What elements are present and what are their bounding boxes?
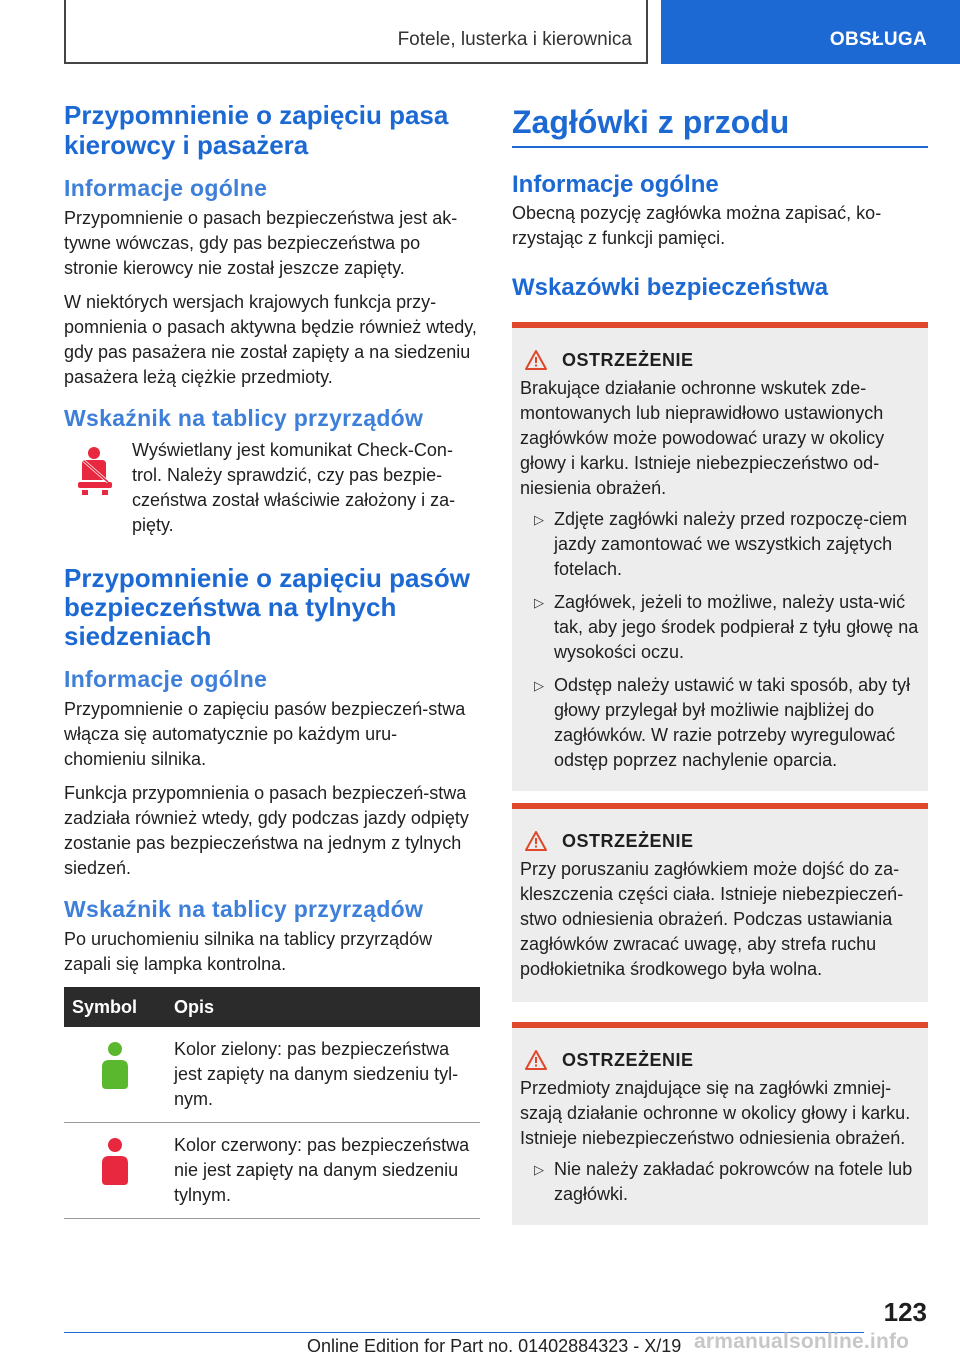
general-info-heading: Informacje ogólne [64,666,268,692]
warning-triangle-icon [524,830,548,852]
page-number: 123 [883,1297,927,1327]
general-info-heading: Informacje ogólne [512,171,719,198]
edition-text: Online Edition for Part no. 01402884323 - X/19 [307,1336,682,1356]
warning-label: OSTRZEŻENIE [562,349,694,370]
warning-title [520,829,920,853]
person-green-icon [100,1041,130,1091]
section-title: Fotele, lusterka i kierownica [397,29,632,50]
paragraph: Przypomnienie o pasach bezpieczeństwa jest ak-tywne wówczas, gdy pas bezpieczeństwa po stronie kierowcy nie został jeszcze zapięty. [64,208,458,278]
warning-text: Brakujące działanie ochronne wskutek zde-montowanych lub nieprawidłowo ustawionych zagłówków może powodować urazy w okolicy głowy i karku. Istnieje niebezpieczeństwo od-niesienia obrażeń. [520,378,885,498]
warning-triangle-icon [524,1049,548,1071]
paragraph: Przypomnienie o zapięciu pasów bezpieczeń-stwa włącza się automatycznie po każdym uru-chomieniu silnika. [64,699,466,769]
paragraph: Obecną pozycję zagłówka można zapisać, ko-rzystając z funkcji pamięci. [512,203,882,248]
warning-label: OSTRZEŻENIE [562,830,694,851]
indicator-text: Wyświetlany jest komunikat Check-Con-trol. Należy sprawdzić, czy pas bezpie-czeństwa został właściwie założony i za-pięty. [132,440,456,535]
list-item: ▷ Zagłówek, jeżeli to możliwe, należy usta-wić tak, aby jego środek podpierał z tyłu głowę na wysokości oczu. [534,592,919,662]
warning-label: OSTRZEŻENIE [562,1049,694,1070]
header-bar [64,0,648,64]
table-row [64,1027,480,1123]
general-info-heading: Informacje ogólne [64,175,268,201]
warning-text: Przedmioty znajdujące się na zagłówki zmniej-szają działanie ochronne w okolicy głowy i karku. Istnieje niebezpieczeństwo odniesienia obrażeń. [520,1078,911,1148]
warning-title [520,1048,920,1072]
warning-box [512,803,928,1002]
symbol-table [64,987,480,1219]
list-item: ▷ Nie należy zakładać pokrowców na fotele lub zagłówki. [534,1159,913,1204]
left-column [64,100,478,1219]
description-cell: Kolor czerwony: pas bezpieczeństwa nie jest zapięty na danym siedzeniu tylnym. [166,1123,480,1219]
warning-list [520,507,920,773]
paragraph: Funkcja przypomnienia o pasach bezpieczeń-stwa zadziała również wtedy, gdy podczas jazdy odpięty zostanie pas bezpieczeństwa na jednym z tylnych siedzeń. [64,783,469,878]
indicator-block [64,438,478,538]
bullet-triangle-icon: ▷ [534,595,544,610]
description-cell: Kolor zielony: pas bezpieczeństwa jest zapięty na danym siedzeniu tyl-nym. [166,1027,480,1123]
watermark: armanualsonline.info [694,1330,910,1353]
warning-box [512,1022,928,1225]
symbol-cell [64,1027,166,1123]
warning-box [512,322,928,791]
warning-list [520,1157,920,1207]
table-row [64,1123,480,1219]
safety-heading: Wskazówki bezpieczeństwa [512,274,829,301]
warning-title [520,348,920,372]
warning-triangle-icon [524,349,548,371]
indicator-heading: Wskaźnik na tablicy przyrządów [64,405,424,431]
paragraph: Po uruchomieniu silnika na tablicy przyrządów zapali się lampka kontrolna. [64,929,433,974]
seatbelt-warning-icon [74,446,120,496]
belt-reminder-heading: Przypomnienie o zapięciu pasa kierowcy i pasażera [64,100,449,160]
right-column [512,102,928,1225]
list-item: ▷ Zdjęte zagłówki należy przed rozpoczę-ciem jazdy zamontować we wszystkich zajętych fotelach. [534,509,908,579]
list-item: ▷ Odstęp należy ustawić w taki sposób, aby tył głowy przylegał był możliwie najbliżej do zagłówków. W razie potrzeby wyregulować odstęp poprzez nachylenie oparcia. [534,675,911,770]
bullet-triangle-icon: ▷ [534,512,544,527]
bullet-triangle-icon: ▷ [534,678,544,693]
headrests-heading: Zagłówki z przodu [512,104,790,140]
person-red-icon [100,1137,130,1187]
column-header-description: Opis [166,987,480,1027]
rear-reminder-heading: Przypomnienie o zapięciu pasów bezpieczeństwa na tylnych siedzeniach [64,563,470,651]
symbol-cell [64,1123,166,1219]
warning-text: Przy poruszaniu zagłówkiem może dojść do za-kleszczenia części ciała. Istnieje niebezpieczeń-stwo odniesienia obrażeń. Podczas ustawiania zagłówków zwracać uwagę, aby strefa ruchu podłokietnika środkowego była wolna. [520,859,904,979]
chapter-tab[interactable] [661,0,960,64]
bullet-triangle-icon: ▷ [534,1162,544,1177]
column-header-symbol: Symbol [64,987,166,1027]
indicator-heading: Wskaźnik na tablicy przyrządów [64,896,424,922]
chapter-title: OBSŁUGA [829,29,927,50]
paragraph: W niektórych wersjach krajowych funkcja przy-pomnienia o pasach aktywna będzie również wtedy, gdy pas pasażera nie został zapięty a na siedzeniu pasażera leżą ciężkie przedmioty. [64,292,477,387]
